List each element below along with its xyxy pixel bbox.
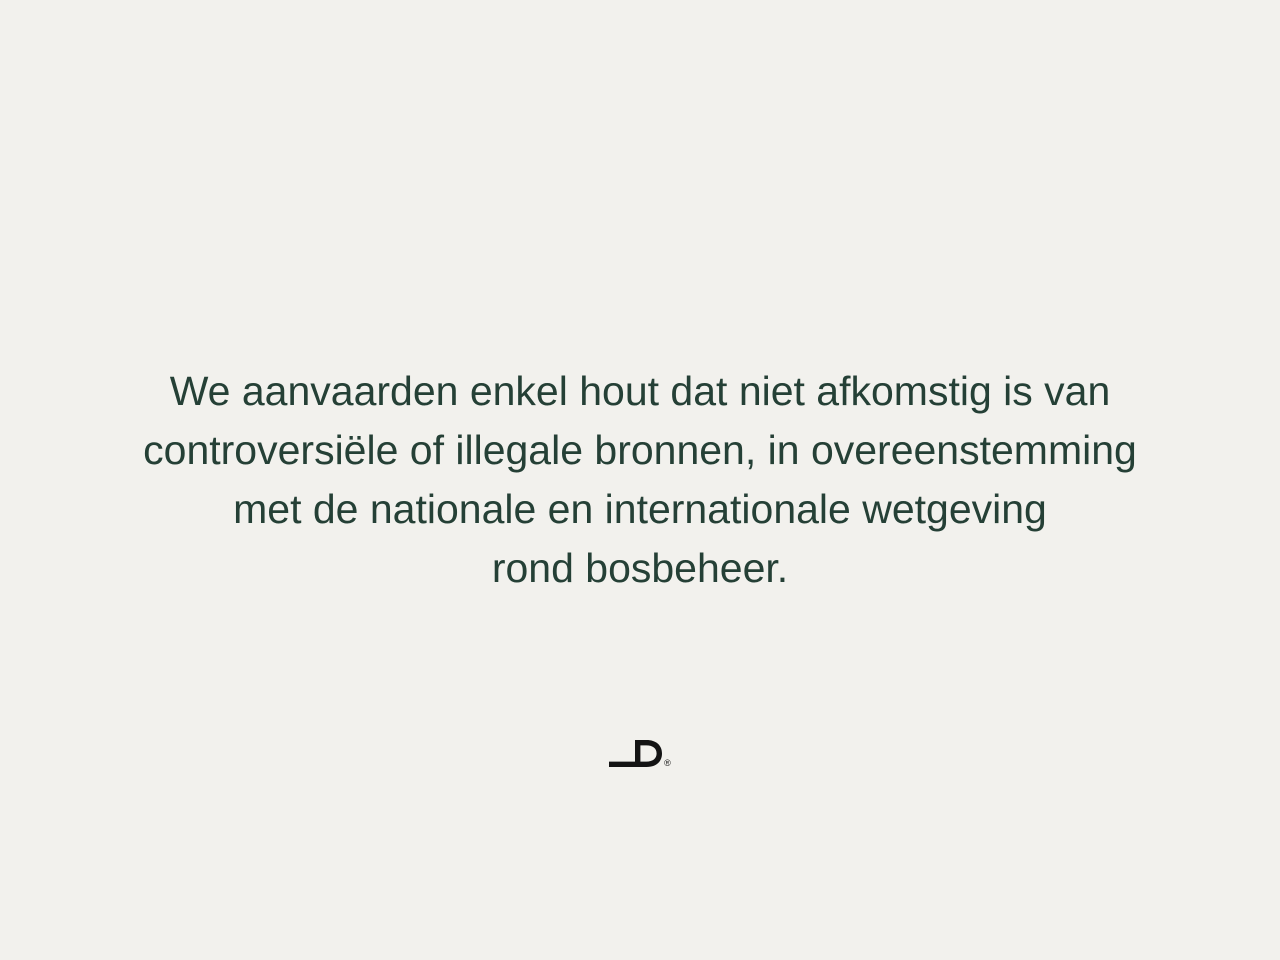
statement-line: met de nationale en internationale wetgeving: [233, 486, 1047, 532]
brand-logo: [0, 740, 1280, 767]
d-logomark-icon: [609, 740, 662, 767]
statement-line: rond bosbeheer.: [491, 545, 789, 591]
statement-text: [0, 362, 1280, 598]
registered-trademark-symbol: ®: [664, 758, 671, 768]
statement-line: We aanvaarden enkel hout dat niet afkomstig is van: [169, 368, 1111, 414]
statement-line: controversiële of illegale bronnen, in overeenstemming: [143, 427, 1137, 473]
